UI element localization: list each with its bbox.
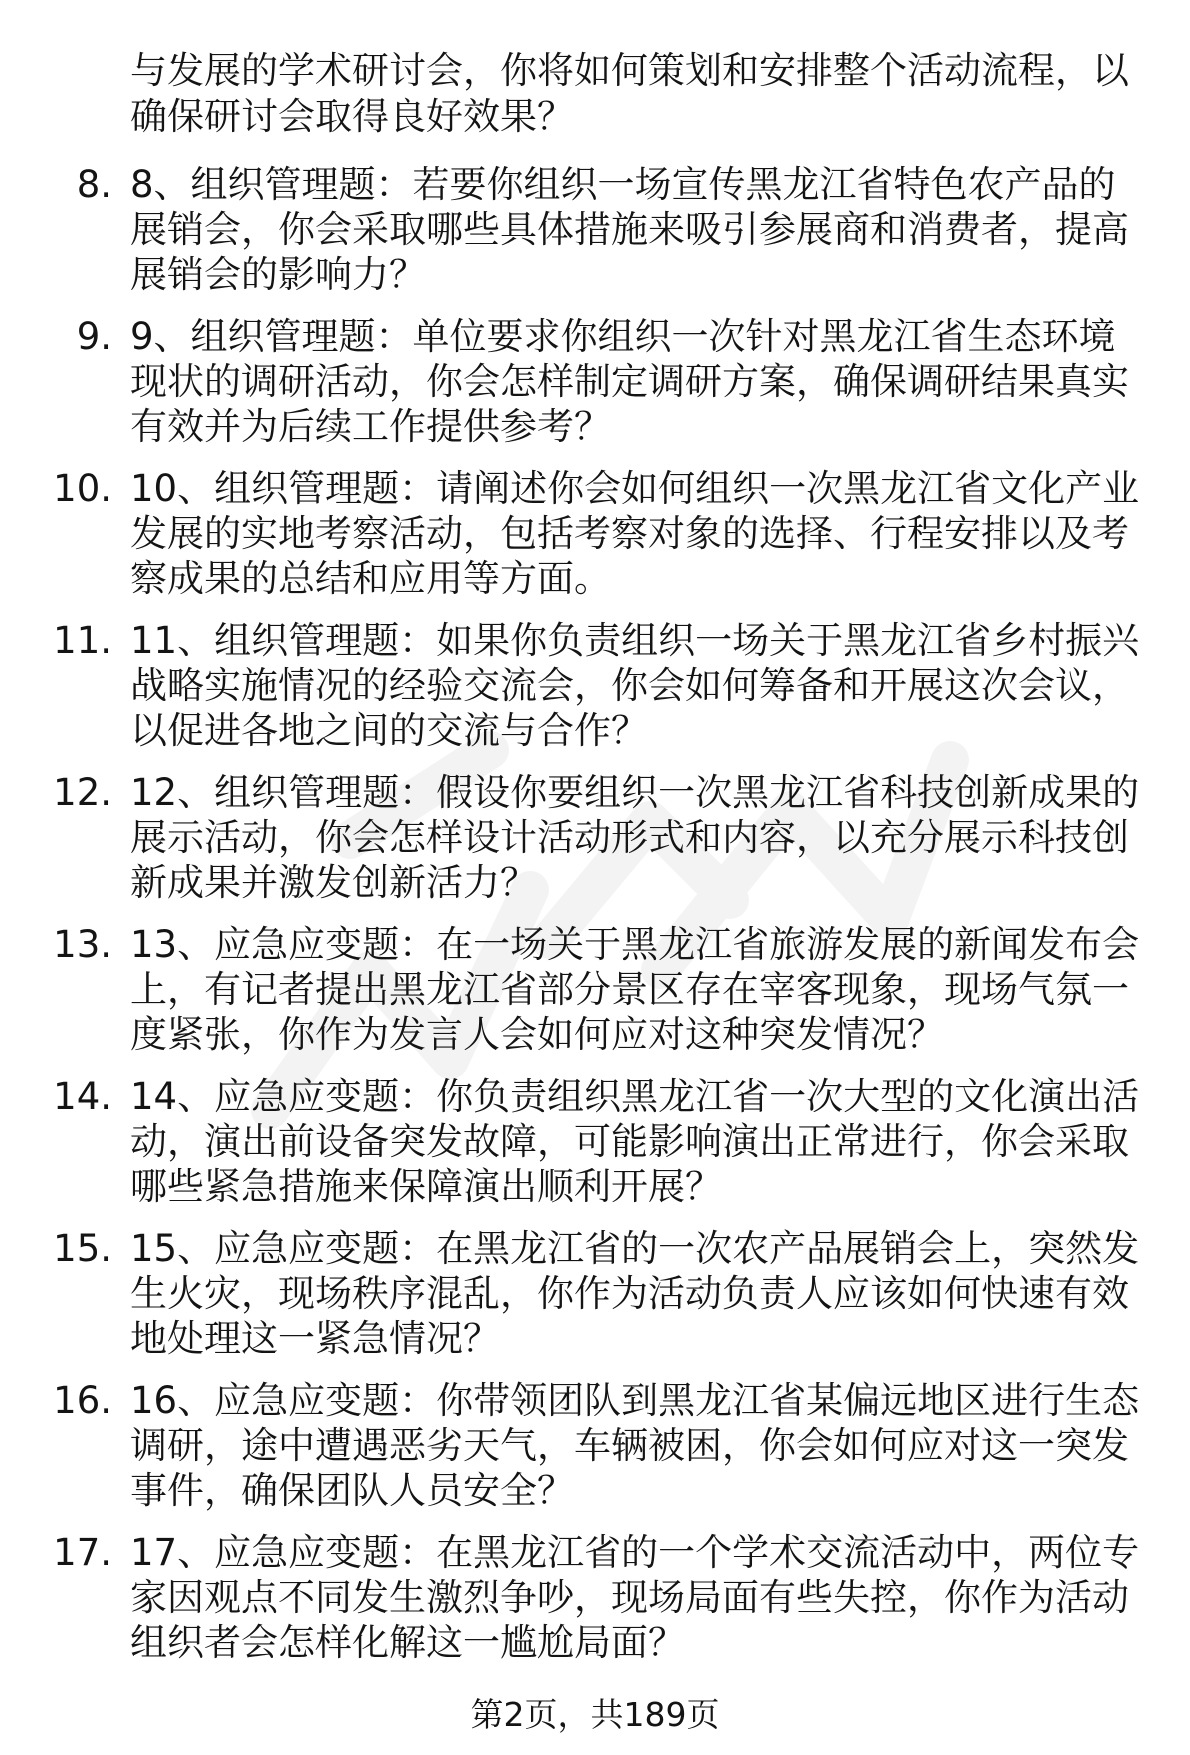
question-text: 12、组织管理题：假设你要组织一次黑龙江省科技创新成果的展示活动，你会怎样设计活动形式和内容，以充分展示科技创新成果并激发创新活力？: [130, 771, 1140, 904]
question-text: 15、应急应变题：在黑龙江省的一次农产品展销会上，突然发生火灾，现场秩序混乱，你作为活动负责人应该如何快速有效地处理这一紧急情况？: [130, 1227, 1140, 1360]
question-item: [0, 1530, 1150, 1665]
question-number: 12.: [53, 771, 112, 814]
question-text: 10、组织管理题：请阐述你会如何组织一次黑龙江省文化产业发展的实地考察活动，包括考察对象的选择、行程安排以及考察成果的总结和应用等方面。: [130, 467, 1140, 600]
question-number: 14.: [53, 1075, 112, 1118]
question-text: 17、应急应变题：在黑龙江省的一个学术交流活动中，两位专家因观点不同发生激烈争吵，现场局面有些失控，你作为活动组织者会怎样化解这一尴尬局面？: [130, 1531, 1140, 1664]
question-text: 13、应急应变题：在一场关于黑龙江省旅游发展的新闻发布会上，有记者提出黑龙江省部分景区存在宰客现象，现场气氛一度紧张，你作为发言人会如何应对这种突发情况？: [130, 923, 1140, 1056]
question-number: 17.: [53, 1531, 112, 1574]
question-item: [0, 466, 1150, 601]
question-text: 11、组织管理题：如果你负责组织一场关于黑龙江省乡村振兴战略实施情况的经验交流会，你会如何筹备和开展这次会议，以促进各地之间的交流与合作？: [130, 619, 1140, 752]
continuation-text: 与发展的学术研讨会，你将如何策划和安排整个活动流程，以确保研讨会取得良好效果？: [130, 49, 1129, 138]
question-item: [0, 618, 1150, 753]
question-item: [0, 314, 1150, 449]
question-list: [0, 162, 1190, 1682]
question-text: 9、组织管理题：单位要求你组织一次针对黑龙江省生态环境现状的调研活动，你会怎样制定调研方案，确保调研结果真实有效并为后续工作提供参考？: [130, 315, 1129, 448]
page-footer: 第2页，共189页: [470, 1695, 720, 1734]
question-number: 15.: [53, 1227, 112, 1270]
question-number: 13.: [53, 923, 112, 966]
question-text: 8、组织管理题：若要你组织一场宣传黑龙江省特色农产品的展销会，你会采取哪些具体措施来吸引参展商和消费者，提高展销会的影响力？: [130, 163, 1129, 296]
question-number: 16.: [53, 1379, 112, 1422]
question-item: [0, 922, 1150, 1057]
question-item: [0, 1378, 1150, 1513]
question-number: 11.: [53, 619, 112, 662]
question-text: 16、应急应变题：你带领团队到黑龙江省某偏远地区进行生态调研，途中遭遇恶劣天气，车辆被困，你会如何应对这一突发事件，确保团队人员安全？: [130, 1379, 1140, 1512]
question-item: [0, 770, 1150, 905]
question-number: 8.: [76, 163, 112, 206]
question-text: 14、应急应变题：你负责组织黑龙江省一次大型的文化演出活动，演出前设备突发故障，可能影响演出正常进行，你会采取哪些紧急措施来保障演出顺利开展？: [130, 1075, 1140, 1208]
question-item: [0, 1074, 1150, 1209]
question-item: [0, 1226, 1150, 1361]
question-number: 9.: [76, 315, 112, 358]
question-number: 10.: [53, 467, 112, 510]
question-item: [0, 162, 1150, 297]
